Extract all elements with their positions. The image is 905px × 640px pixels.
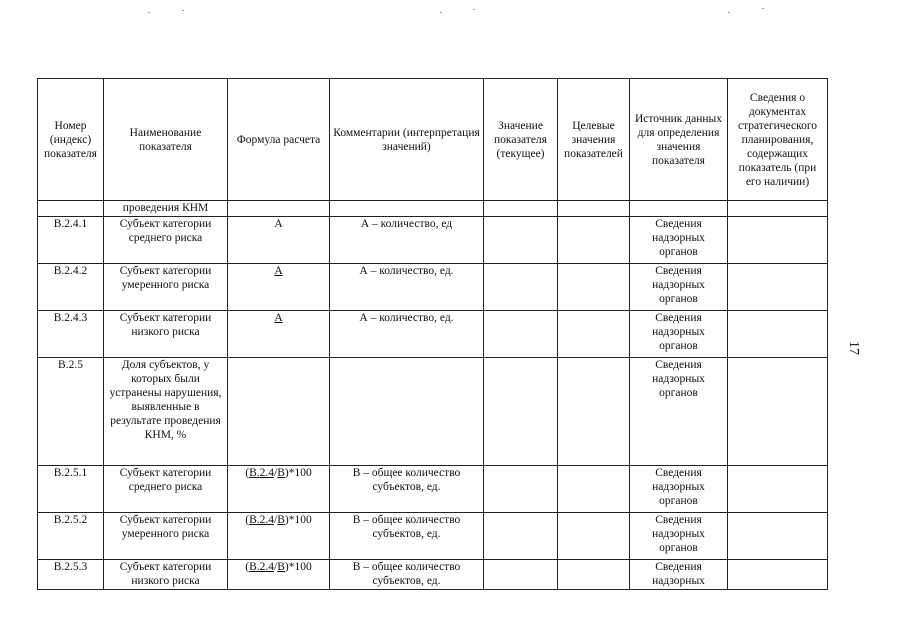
row-target — [558, 264, 630, 311]
row-name: Субъект категории низкого риска — [104, 560, 228, 590]
row-index: В.2.4.2 — [38, 264, 104, 311]
row-name: Субъект категории среднего риска — [104, 217, 228, 264]
row-comment: А – количество, ед — [330, 217, 484, 264]
table-row — [38, 264, 828, 311]
row-formula: (В.2.4/В)*100 — [228, 513, 330, 560]
row-current — [484, 466, 558, 513]
formula-numerator: В.2.4 — [249, 514, 275, 526]
scan-speck — [762, 8, 764, 9]
row-current — [484, 560, 558, 590]
row-index: В.2.5.1 — [38, 466, 104, 513]
row-index: В.2.4.1 — [38, 217, 104, 264]
row-target — [558, 513, 630, 560]
formula-multiplier: *100 — [288, 561, 312, 573]
formula-underlined: А — [274, 265, 283, 277]
row-current — [484, 358, 558, 466]
row-comment — [330, 358, 484, 466]
row-strategic — [728, 311, 828, 358]
continuation-text: проведения КНМ — [104, 201, 228, 217]
table-row — [38, 513, 828, 560]
table-row — [38, 358, 828, 466]
row-strategic — [728, 466, 828, 513]
table-header-row — [38, 79, 828, 201]
scan-speck — [728, 12, 730, 13]
header-comments: Комментарии (интерпретация значений) — [330, 79, 484, 201]
row-strategic — [728, 560, 828, 590]
row-target — [558, 311, 630, 358]
row-name: Субъект категории низкого риска — [104, 311, 228, 358]
row-current — [484, 311, 558, 358]
scan-speck — [440, 12, 442, 13]
row-current — [484, 513, 558, 560]
row-strategic — [728, 513, 828, 560]
row-name: Доля субъектов, у которых были устранены нарушения, выявленные в результате проведения КНМ, % — [104, 358, 228, 466]
row-source: Сведения надзорных органов — [630, 358, 728, 466]
header-strategic-docs: Сведения о документах стратегического планирования, содержащих показатель (при его наличии) — [728, 79, 828, 201]
row-target — [558, 358, 630, 466]
continuation-row — [38, 201, 828, 217]
scan-speck — [148, 12, 150, 13]
row-comment: А – количество, ед. — [330, 311, 484, 358]
row-index: В.2.5 — [38, 358, 104, 466]
formula-numerator: В.2.4 — [249, 467, 275, 479]
row-formula: (В.2.4/В)*100 — [228, 560, 330, 590]
formula-denominator: В — [277, 561, 285, 573]
formula-multiplier: *100 — [288, 514, 312, 526]
row-source: Сведения надзорных органов — [630, 513, 728, 560]
row-source: Сведения надзорных органов — [630, 311, 728, 358]
header-data-source: Источник данных для определения значения показателя — [630, 79, 728, 201]
formula-denominator: В — [277, 514, 285, 526]
header-formula: Формула расчета — [228, 79, 330, 201]
header-index: Номер (индекс) показателя — [38, 79, 104, 201]
row-target — [558, 466, 630, 513]
row-name: Субъект категории умеренного риска — [104, 264, 228, 311]
row-source: Сведения надзорных — [630, 560, 728, 590]
table-row — [38, 466, 828, 513]
table-row — [38, 217, 828, 264]
row-comment: В – общее количество субъектов, ед. — [330, 513, 484, 560]
row-index: В.2.5.3 — [38, 560, 104, 590]
header-current-value: Значение показателя (текущее) — [484, 79, 558, 201]
row-index: В.2.4.3 — [38, 311, 104, 358]
row-target — [558, 217, 630, 264]
page-number: 17 — [846, 341, 861, 355]
row-source: Сведения надзорных органов — [630, 217, 728, 264]
row-name: Субъект категории умеренного риска — [104, 513, 228, 560]
row-source: Сведения надзорных органов — [630, 264, 728, 311]
table-row — [38, 560, 828, 590]
row-formula: (В.2.4/В)*100 — [228, 466, 330, 513]
scan-speck — [182, 10, 184, 11]
row-source: Сведения надзорных органов — [630, 466, 728, 513]
row-name: Субъект категории среднего риска — [104, 466, 228, 513]
row-current — [484, 264, 558, 311]
row-strategic — [728, 264, 828, 311]
table-row — [38, 311, 828, 358]
row-target — [558, 560, 630, 590]
row-index: В.2.5.2 — [38, 513, 104, 560]
indicators-table — [37, 78, 828, 590]
scan-speck — [473, 9, 475, 10]
row-comment: В – общее количество субъектов, ед. — [330, 466, 484, 513]
row-formula — [228, 264, 330, 311]
header-target-values: Целевые значения показателей — [558, 79, 630, 201]
row-strategic — [728, 358, 828, 466]
formula-denominator: В — [277, 467, 285, 479]
formula-numerator: В.2.4 — [249, 561, 275, 573]
header-name: Наименование показателя — [104, 79, 228, 201]
formula-multiplier: *100 — [288, 467, 312, 479]
formula-underlined: А — [274, 312, 283, 324]
row-comment: А – количество, ед. — [330, 264, 484, 311]
row-formula — [228, 358, 330, 466]
row-formula — [228, 311, 330, 358]
row-current — [484, 217, 558, 264]
row-strategic — [728, 217, 828, 264]
row-comment: В – общее количество субъектов, ед. — [330, 560, 484, 590]
row-formula: А — [228, 217, 330, 264]
